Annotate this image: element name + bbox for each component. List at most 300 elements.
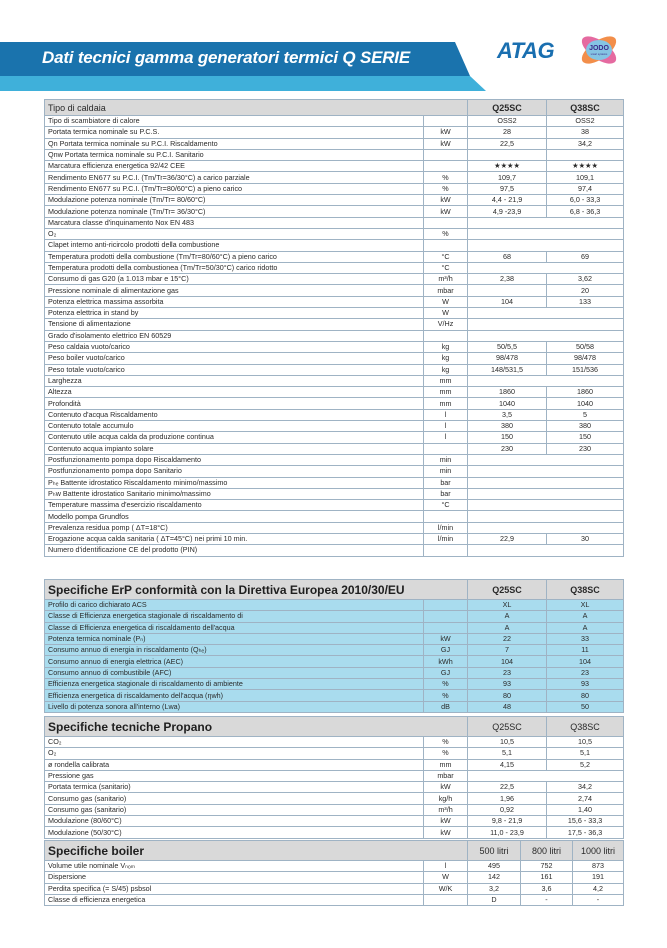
row-unit: l xyxy=(424,421,468,432)
row-value xyxy=(468,240,624,251)
table-row xyxy=(45,161,624,172)
table-row xyxy=(45,816,624,827)
banner-light-stripe xyxy=(0,76,500,91)
boiler-spec-table xyxy=(44,840,624,906)
row-unit: m³/h xyxy=(424,804,468,815)
row-value: 50/58 xyxy=(547,341,624,352)
table-row xyxy=(45,285,624,296)
table-section-title: Tipo di caldaia xyxy=(45,100,468,116)
table-row xyxy=(45,206,624,217)
table-row xyxy=(45,770,624,781)
row-value xyxy=(468,330,624,341)
table-row xyxy=(45,861,624,872)
table-row xyxy=(45,793,624,804)
table-row xyxy=(45,387,624,398)
row-value: 97,5 xyxy=(468,183,547,194)
row-label: Potenza elettrica massima assorbita xyxy=(45,296,424,307)
row-value: 30 xyxy=(547,533,624,544)
row-value: 142 xyxy=(468,872,521,883)
row-label: CO₂ xyxy=(45,737,424,748)
row-value: 50 xyxy=(547,701,624,712)
row-label: Altezza xyxy=(45,387,424,398)
row-value: 380 xyxy=(468,421,547,432)
table-row xyxy=(45,353,624,364)
row-unit xyxy=(424,443,468,454)
row-unit: % xyxy=(424,690,468,701)
table-row xyxy=(45,894,624,905)
row-label: Potenza elettrica in stand by xyxy=(45,308,424,319)
table-row xyxy=(45,488,624,499)
row-unit: kW xyxy=(424,127,468,138)
row-value: 191 xyxy=(573,872,624,883)
table-row xyxy=(45,533,624,544)
row-value: 93 xyxy=(547,679,624,690)
table-row xyxy=(45,759,624,770)
column-header-model: Q25SC xyxy=(468,580,547,600)
row-unit xyxy=(424,116,468,127)
row-label: Modulazione potenza nominale (Tm/Tr= 80/60°C) xyxy=(45,195,424,206)
row-value xyxy=(547,149,624,160)
table-row xyxy=(45,477,624,488)
row-label: Numero d'identificazione CE del prodotto (PIN) xyxy=(45,545,424,556)
row-value: 230 xyxy=(468,443,547,454)
row-unit: % xyxy=(424,679,468,690)
row-unit: kg/h xyxy=(424,793,468,804)
row-unit: l/min xyxy=(424,533,468,544)
table-row xyxy=(45,667,624,678)
table-row xyxy=(45,228,624,239)
row-label: Modello pompa Grundfos xyxy=(45,511,424,522)
table-section-title: Specifiche tecniche Propano xyxy=(45,717,468,737)
row-value: A xyxy=(547,622,624,633)
column-header-model: Q25SC xyxy=(468,100,547,116)
row-value: 1040 xyxy=(468,398,547,409)
row-value: 38 xyxy=(547,127,624,138)
row-unit: mbar xyxy=(424,770,468,781)
row-value: ★★★★ xyxy=(547,161,624,172)
row-value xyxy=(468,500,624,511)
row-value: 15,6 - 33,3 xyxy=(547,816,624,827)
row-unit: l/min xyxy=(424,522,468,533)
row-unit: kW xyxy=(424,782,468,793)
row-value: 6,0 - 33,3 xyxy=(547,195,624,206)
jodo-logo-icon xyxy=(577,30,621,70)
row-value: 7 xyxy=(468,645,547,656)
table-row xyxy=(45,737,624,748)
row-label: Perdita specifica (= S/45) psbsol xyxy=(45,883,424,894)
row-unit: W xyxy=(424,872,468,883)
row-unit: bar xyxy=(424,488,468,499)
row-value: 109,1 xyxy=(547,172,624,183)
row-value: 33 xyxy=(547,633,624,644)
table-row xyxy=(45,409,624,420)
table-row xyxy=(45,600,624,611)
row-value: 109,7 xyxy=(468,172,547,183)
row-label: Consumo gas (sanitario) xyxy=(45,804,424,815)
row-label: Erogazione acqua calda sanitaria ( ΔT=45°C) nei primi 10 min. xyxy=(45,533,424,544)
row-value: 104 xyxy=(547,656,624,667)
row-unit: kW xyxy=(424,206,468,217)
table-row xyxy=(45,183,624,194)
table-row xyxy=(45,782,624,793)
row-value: OSS2 xyxy=(468,116,547,127)
row-value: 22,5 xyxy=(468,138,547,149)
row-label: Postfunzionamento pompa dopo Riscaldamento xyxy=(45,454,424,465)
row-label: Qn Portata termica nominale su P.C.I. Riscaldamento xyxy=(45,138,424,149)
column-header-model: Q25SC xyxy=(468,717,547,737)
propane-spec-table xyxy=(44,716,624,839)
row-value: A xyxy=(468,622,547,633)
table-row xyxy=(45,172,624,183)
table-row xyxy=(45,645,624,656)
row-label: Contenuto utile acqua calda da produzione continua xyxy=(45,432,424,443)
row-value: 98/478 xyxy=(547,353,624,364)
row-unit xyxy=(424,622,468,633)
table-row xyxy=(45,364,624,375)
row-value: 150 xyxy=(468,432,547,443)
row-label: Clapet interno anti-ricircolo prodotti della combustione xyxy=(45,240,424,251)
row-label: Temperature massima d'esercizio riscaldamento xyxy=(45,500,424,511)
row-value: 0,92 xyxy=(468,804,547,815)
row-unit xyxy=(424,611,468,622)
table-row xyxy=(45,827,624,838)
row-value: A xyxy=(547,611,624,622)
row-unit: mm xyxy=(424,759,468,770)
table-row xyxy=(45,466,624,477)
row-label: Temperatura prodotti della combustione (Tm/Tr=80/60°C) a pieno carico xyxy=(45,251,424,262)
table-row xyxy=(45,622,624,633)
row-value xyxy=(468,770,624,781)
row-label: Temperatura prodotti della combustionea (Tm/Tr=50/30°C) carico ridotto xyxy=(45,262,424,273)
row-value: 150 xyxy=(547,432,624,443)
row-value: 3,5 xyxy=(468,409,547,420)
row-unit: kg xyxy=(424,364,468,375)
main-spec-table xyxy=(44,99,624,557)
row-unit: mm xyxy=(424,398,468,409)
svg-text:JODO: JODO xyxy=(589,45,609,52)
table-row xyxy=(45,443,624,454)
row-value: 3,6 xyxy=(521,883,573,894)
row-label: Consumo annuo di energia elettrica (AEC) xyxy=(45,656,424,667)
row-unit xyxy=(424,894,468,905)
row-value: 104 xyxy=(468,296,547,307)
table-row xyxy=(45,240,624,251)
table-row xyxy=(45,116,624,127)
row-unit: % xyxy=(424,737,468,748)
row-value: 5,1 xyxy=(547,748,624,759)
row-unit: W/K xyxy=(424,883,468,894)
row-unit xyxy=(424,240,468,251)
row-label: Consumo di gas G20 (a 1.013 mbar e 15°C) xyxy=(45,274,424,285)
row-unit xyxy=(424,545,468,556)
row-value: 6,8 - 36,3 xyxy=(547,206,624,217)
row-value: 50/5,5 xyxy=(468,341,547,352)
table-row xyxy=(45,432,624,443)
table-row xyxy=(45,127,624,138)
row-value: 20 xyxy=(547,285,624,296)
row-value: 11 xyxy=(547,645,624,656)
row-value: 10,5 xyxy=(547,737,624,748)
row-unit: min xyxy=(424,466,468,477)
row-label: Peso caldaia vuoto/carico xyxy=(45,341,424,352)
row-label: Dispersione xyxy=(45,872,424,883)
column-header-model: Q38SC xyxy=(547,100,624,116)
row-unit: kW xyxy=(424,816,468,827)
row-unit: kW xyxy=(424,827,468,838)
table-row xyxy=(45,330,624,341)
row-label: Livello di potenza sonora all'interno (Lwa) xyxy=(45,701,424,712)
row-value: 873 xyxy=(573,861,624,872)
row-label: Qnw Portata termica nominale su P.C.I. Sanitario xyxy=(45,149,424,160)
table-section-title: Specifiche boiler xyxy=(45,841,468,861)
row-unit: kWh xyxy=(424,656,468,667)
row-value: 148/531,5 xyxy=(468,364,547,375)
row-unit: kW xyxy=(424,195,468,206)
row-value xyxy=(468,262,624,273)
row-value: 5,1 xyxy=(468,748,547,759)
atag-logo: ATAG xyxy=(497,38,555,63)
table-header-row xyxy=(45,580,624,600)
row-value: 151/536 xyxy=(547,364,624,375)
row-label: Prevalenza residua pomp ( ΔT=18°C) xyxy=(45,522,424,533)
row-value: 2,38 xyxy=(468,274,547,285)
row-value: 34,2 xyxy=(547,138,624,149)
erp-spec-table xyxy=(44,579,624,713)
row-label: Volume utile nominale Vₙₒₘ xyxy=(45,861,424,872)
table-row xyxy=(45,262,624,273)
row-unit: GJ xyxy=(424,645,468,656)
table-row xyxy=(45,690,624,701)
table-row xyxy=(45,500,624,511)
row-value: 4,15 xyxy=(468,759,547,770)
table-row xyxy=(45,804,624,815)
row-value: 104 xyxy=(468,656,547,667)
row-value: 4,2 xyxy=(573,883,624,894)
table-row xyxy=(45,679,624,690)
row-value: 22 xyxy=(468,633,547,644)
table-section-title: Specifiche ErP conformità con la Direttiva Europea 2010/30/EU xyxy=(45,580,468,600)
table-row xyxy=(45,421,624,432)
row-value: 1,40 xyxy=(547,804,624,815)
row-value: 5,2 xyxy=(547,759,624,770)
row-unit: min xyxy=(424,454,468,465)
table-row xyxy=(45,319,624,330)
row-label: Modulazione (50/30°C) xyxy=(45,827,424,838)
row-label: Classe di Efficienza energetica di riscaldamento dell'acqua xyxy=(45,622,424,633)
row-unit xyxy=(424,217,468,228)
row-label: Pressione gas xyxy=(45,770,424,781)
table-row xyxy=(45,701,624,712)
row-value xyxy=(468,217,624,228)
table-row xyxy=(45,217,624,228)
row-value: 380 xyxy=(547,421,624,432)
row-value xyxy=(468,511,624,522)
row-unit: dB xyxy=(424,701,468,712)
row-unit xyxy=(424,161,468,172)
row-value: 97,4 xyxy=(547,183,624,194)
row-label: Pₕₑ Battente idrostatico Riscaldamento minimo/massimo xyxy=(45,477,424,488)
row-value: 80 xyxy=(468,690,547,701)
row-label: Contenuto d'acqua Riscaldamento xyxy=(45,409,424,420)
row-value: ★★★★ xyxy=(468,161,547,172)
row-label: Tipo di scambiatore di calore xyxy=(45,116,424,127)
row-value: 80 xyxy=(547,690,624,701)
row-label: Modulazione (80/60°C) xyxy=(45,816,424,827)
row-unit: °C xyxy=(424,251,468,262)
row-value: 3,2 xyxy=(468,883,521,894)
column-header-model: 800 litri xyxy=(521,841,573,861)
row-value: 93 xyxy=(468,679,547,690)
row-label: Efficienza energetica stagionale di riscaldamento di ambiente xyxy=(45,679,424,690)
row-label: Profilo di carico dichiarato ACS xyxy=(45,600,424,611)
row-value: 495 xyxy=(468,861,521,872)
row-value: 4,4 - 21,9 xyxy=(468,195,547,206)
row-unit: GJ xyxy=(424,667,468,678)
row-value: 161 xyxy=(521,872,573,883)
row-value: 1040 xyxy=(547,398,624,409)
row-unit: l xyxy=(424,409,468,420)
page-title: Dati tecnici gamma generatori termici Q SERIE xyxy=(42,48,410,67)
table-row xyxy=(45,341,624,352)
row-label: Classe di Efficienza energetica stagionale di riscaldamento di xyxy=(45,611,424,622)
row-value: 752 xyxy=(521,861,573,872)
row-label: Portata termica nominale su P.C.S. xyxy=(45,127,424,138)
row-value: 69 xyxy=(547,251,624,262)
table-row xyxy=(45,138,624,149)
table-row xyxy=(45,149,624,160)
row-value xyxy=(468,477,624,488)
row-label: ø rondella calibrata xyxy=(45,759,424,770)
row-label: Marcatura classe d'inquinamento Nox EN 483 xyxy=(45,217,424,228)
row-unit: W xyxy=(424,296,468,307)
row-value xyxy=(468,522,624,533)
svg-text:smart systems: smart systems xyxy=(590,53,608,56)
row-unit xyxy=(424,149,468,160)
row-label: Contenuto totale accumulo xyxy=(45,421,424,432)
row-value: 28 xyxy=(468,127,547,138)
row-label: Grado d'isolamento elettrico EN 60529 xyxy=(45,330,424,341)
table-header-row xyxy=(45,841,624,861)
row-value: D xyxy=(468,894,521,905)
row-unit: % xyxy=(424,172,468,183)
row-label: Peso totale vuoto/carico xyxy=(45,364,424,375)
row-label: Classe di efficienza energetica xyxy=(45,894,424,905)
row-unit: % xyxy=(424,748,468,759)
row-value: 9,8 - 21,9 xyxy=(468,816,547,827)
table-row xyxy=(45,454,624,465)
row-unit: % xyxy=(424,183,468,194)
row-label: Portata termica (sanitario) xyxy=(45,782,424,793)
row-value: A xyxy=(468,611,547,622)
row-value: 11,0 - 23,9 xyxy=(468,827,547,838)
row-unit: kg xyxy=(424,353,468,364)
row-label: Rendimento EN677 su P.C.I. (Tm/Tr=36/30°C) a carico parziale xyxy=(45,172,424,183)
row-value xyxy=(468,319,624,330)
table-row xyxy=(45,296,624,307)
row-unit xyxy=(424,330,468,341)
row-label: Potenza termica nominale (Pₙ) xyxy=(45,633,424,644)
table-row xyxy=(45,883,624,894)
row-value: 2,74 xyxy=(547,793,624,804)
row-value: 22,5 xyxy=(468,782,547,793)
row-value: 3,62 xyxy=(547,274,624,285)
table-row xyxy=(45,522,624,533)
row-value: XL xyxy=(468,600,547,611)
row-value xyxy=(468,454,624,465)
row-value: OSS2 xyxy=(547,116,624,127)
row-value: 17,5 - 36,3 xyxy=(547,827,624,838)
row-value xyxy=(468,285,547,296)
row-label: Modulazione potenza nominale (Tm/Tr= 36/30°C) xyxy=(45,206,424,217)
row-unit: °C xyxy=(424,262,468,273)
table-row xyxy=(45,511,624,522)
title-banner xyxy=(0,42,500,92)
row-value: 22,9 xyxy=(468,533,547,544)
row-value: 1860 xyxy=(547,387,624,398)
row-label: Profondità xyxy=(45,398,424,409)
column-header-model: Q38SC xyxy=(547,580,624,600)
row-unit: m³/h xyxy=(424,274,468,285)
row-value: 10,5 xyxy=(468,737,547,748)
table-row xyxy=(45,656,624,667)
row-unit: °C xyxy=(424,500,468,511)
table-header-row xyxy=(45,717,624,737)
row-value xyxy=(468,545,624,556)
row-value: 4,9 -23,9 xyxy=(468,206,547,217)
row-value: 133 xyxy=(547,296,624,307)
row-label: O₂ xyxy=(45,748,424,759)
row-value: 1860 xyxy=(468,387,547,398)
row-label: Pₕw Battente idrostatico Sanitario minimo/massimo xyxy=(45,488,424,499)
row-value: 68 xyxy=(468,251,547,262)
row-unit: kW xyxy=(424,138,468,149)
row-value: 1,96 xyxy=(468,793,547,804)
row-value: XL xyxy=(547,600,624,611)
row-unit: l xyxy=(424,861,468,872)
row-value: - xyxy=(573,894,624,905)
row-label: Consumo gas (sanitario) xyxy=(45,793,424,804)
table-row xyxy=(45,195,624,206)
row-label: Consumo annuo di combustibile (AFC) xyxy=(45,667,424,678)
row-value xyxy=(468,149,547,160)
row-unit: % xyxy=(424,228,468,239)
row-label: Larghezza xyxy=(45,375,424,386)
row-label: Postfunzionamento pompa dopo Sanitario xyxy=(45,466,424,477)
row-value: 5 xyxy=(547,409,624,420)
row-unit: kW xyxy=(424,633,468,644)
row-label: Tensione di alimentazione xyxy=(45,319,424,330)
table-row xyxy=(45,872,624,883)
row-value: 34,2 xyxy=(547,782,624,793)
row-unit: kg xyxy=(424,341,468,352)
row-value: - xyxy=(521,894,573,905)
row-value xyxy=(468,375,624,386)
row-value: 98/478 xyxy=(468,353,547,364)
row-value: 23 xyxy=(547,667,624,678)
row-unit xyxy=(424,511,468,522)
table-row xyxy=(45,274,624,285)
row-label: Marcatura efficienza energetica 92/42 CEE xyxy=(45,161,424,172)
row-unit: W xyxy=(424,308,468,319)
table-row xyxy=(45,633,624,644)
row-label: Pressione nominale di alimentazione gas xyxy=(45,285,424,296)
row-unit: mm xyxy=(424,375,468,386)
row-value: 230 xyxy=(547,443,624,454)
row-value xyxy=(468,228,624,239)
row-label: Peso boiler vuoto/carico xyxy=(45,353,424,364)
row-value xyxy=(468,466,624,477)
row-unit: mbar xyxy=(424,285,468,296)
